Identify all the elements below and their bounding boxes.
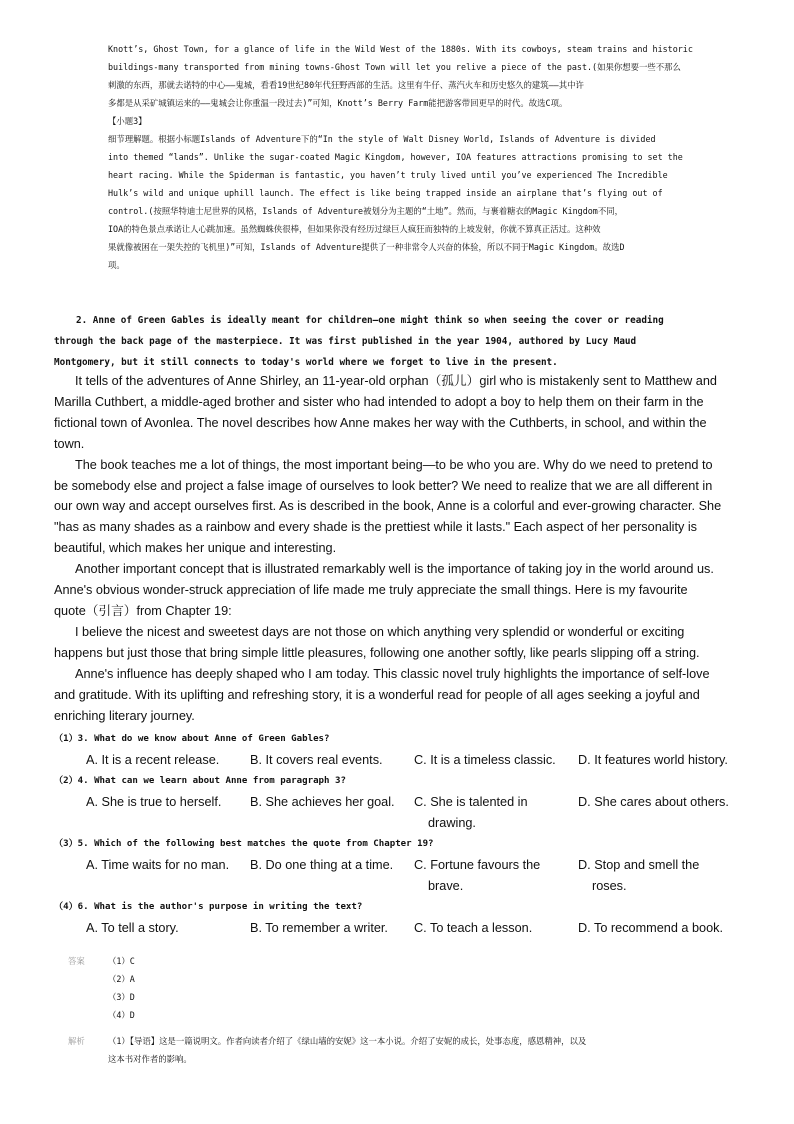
answer-item: （1）C [108, 956, 135, 966]
article-line: enriching literary journey. [54, 708, 195, 723]
option-d: D. It features world history. [578, 753, 728, 767]
option-row [54, 855, 754, 897]
explanation-line: control.(按照华特迪士尼世界的风格，Islands of Adventure被划分为主题的“土地”。然而，与裹着糖衣的Magic Kingdom不同， [108, 206, 623, 216]
question-stem: （2）4. What can we learn about Anne from paragraph 3? [54, 776, 346, 786]
article-line: Anne's influence has deeply shaped who I am today. This classic novel truly highlights the importance of self-love [75, 666, 710, 681]
answer-label: 答案 [68, 956, 85, 966]
option-b: B. Do one thing at a time. [250, 858, 394, 872]
analysis-line: 这本书对作者的影响。 [108, 1054, 192, 1064]
article-body [54, 371, 754, 726]
answer-values [108, 952, 135, 1024]
article-line: Another important concept that is illustrated remarkably well is the importance of taking joy in the world around us. [75, 562, 714, 577]
explanation-line: into themed “lands”. Unlike the sugar-coated Magic Kingdom, however, IOA features attractions promising to set the [108, 152, 683, 162]
option-c-line: brave. [428, 879, 464, 893]
explanation-line: Knott’s, Ghost Town, for a glance of life in the Wild West of the 1880s. With its cowboys, steam trains and historic [108, 44, 693, 54]
option-a: A. Time waits for no man. [86, 858, 230, 872]
option-d: D. She cares about others. [578, 795, 729, 809]
quote-line: I believe the nicest and sweetest days are not those on which anything very splendid or wonderful or exciting [75, 624, 685, 639]
article-line: beautiful, which makes her unique and interesting. [54, 541, 337, 556]
question-stem: （3）5. Which of the following best matches the quote from Chapter 19? [54, 839, 434, 849]
option-c-line: drawing. [428, 816, 476, 830]
explanation-line: 多都是从采矿城镇运来的——鬼城会让你重温一段过去)”可知，Knott’s Berry Farm能把游客带回更早的时代。故选C项。 [108, 98, 568, 108]
article-line: "has as many shades as a rainbow and every shade is the prettiest while it lasts." Each aspect of her personality is [54, 520, 698, 535]
option-c: C. It is a timeless classic. [414, 753, 556, 767]
subquestion-heading: 【小题3】 [108, 116, 147, 126]
option-d-line: D. Stop and smell the [578, 858, 700, 872]
article-line: Anne's obvious wonder-struck appreciation of life made me truly appreciate the small things. Here is my favourite [54, 583, 688, 598]
explanation-line: Hulk’s wild and unique uphill launch. The effect is like being trapped inside an airplane that’s flying out of [108, 188, 663, 198]
quote-line: happens but just those that bring simple little pleasures, following one another softly, like pearls slipping off a string. [54, 645, 700, 660]
option-c-line: C. Fortune favours the [414, 858, 541, 872]
question-list [54, 729, 754, 939]
option-row [54, 918, 754, 939]
article-line: The book teaches me a lot of things, the most important being—to be who you are. Why do we need to pretend to [75, 457, 713, 472]
explanation-line: IOA的特色景点承诺让人心跳加速。虽然蜘蛛侠很棒，但如果你没有经历过绿巨人疯狂而独特的上坡发射，你就不算真正活过。这种效 [108, 224, 601, 234]
option-d-line: roses. [592, 879, 627, 893]
analysis-label: 解析 [68, 1036, 85, 1046]
intro-line: 2. Anne of Green Gables is ideally meant for children—one might think so when seeing the cover or reading [76, 315, 664, 326]
intro-line: through the back page of the masterpiece. It was first published in the year 1904, authored by Lucy Maud [54, 336, 637, 347]
option-row [54, 792, 754, 834]
explanation-line: 项。 [108, 260, 125, 270]
option-d: D. To recommend a book. [578, 921, 724, 935]
answer-item: （2）A [108, 974, 135, 984]
explanation-line: 刺激的东西，那就去诺特的中心——鬼城，看看19世纪80年代狂野西部的生活。这里有牛仔、蒸汽火车和历史悠久的建筑——其中许 [108, 80, 584, 90]
option-d [578, 855, 699, 897]
option-a: A. It is a recent release. [86, 753, 220, 767]
explanation-line: 细节理解题。根据小标题Islands of Adventure下的“In the style of Walt Disney World, Islands of Adventure is divided [108, 134, 656, 144]
answer-item: （3）D [108, 992, 135, 1002]
analysis-line: （1）【导语】这是一篇说明文。作者向读者介绍了《绿山墙的安妮》这一本小说。介绍了安妮的成长，处事态度，感恩精神，以及 [108, 1036, 587, 1046]
option-c [414, 855, 540, 897]
answer-item: （4）D [108, 1010, 135, 1020]
article-line: It tells of the adventures of Anne Shirley, an 11-year-old orphan（孤儿）girl who is mistakenly sent to Matthew and [75, 374, 717, 388]
explanation-block [108, 40, 728, 274]
option-c: C. To teach a lesson. [414, 921, 533, 935]
option-row [54, 750, 754, 771]
explanation-line: heart racing. While the Spiderman is fantastic, you haven’t truly lived until you’ve experienced The Incredible [108, 170, 668, 180]
article-line: and gratitude. With its uplifting and refreshing story, it is a wonderful read for people of all ages seeking a joyful and [54, 687, 700, 702]
option-b: B. She achieves her goal. [250, 795, 395, 809]
analysis-body [108, 1032, 748, 1068]
article-line: our own way and accept ourselves first. As is described in the book, Anne is a colorful and ever-growing character. She [54, 499, 722, 514]
passage-intro [54, 310, 754, 373]
article-line: quote（引言）from Chapter 19: [54, 603, 232, 618]
option-c [414, 792, 528, 834]
option-b: B. It covers real events. [250, 753, 383, 767]
article-line: fictional town of Avonlea. The novel describes how Anne makes her way with the Cuthberts, in school, and within the [54, 415, 707, 430]
option-b: B. To remember a writer. [250, 921, 388, 935]
explanation-line: 果就像被困在一架失控的飞机里)”可知，Islands of Adventure提供了一种非常令人兴奋的体验，所以不同于Magic Kingdom。故选D [108, 242, 625, 252]
option-a: A. To tell a story. [86, 921, 179, 935]
question-stem: （1）3. What do we know about Anne of Green Gables? [54, 734, 330, 744]
option-a: A. She is true to herself. [86, 795, 222, 809]
article-line: town. [54, 436, 85, 451]
article-line: be somebody else and project a false image of ourselves to look better? We need to realize that we are all different in [54, 478, 713, 493]
article-line: Marilla Cuthbert, a middle-aged brother and sister who had intended to adopt a boy to help them on their farm in the [54, 394, 704, 409]
intro-line: Montgomery, but it still connects to today's world where we forget to live in the present. [54, 357, 558, 368]
question-stem: （4）6. What is the author's purpose in writing the text? [54, 902, 363, 912]
explanation-line: buildings-many transported from mining towns-Ghost Town will let you relive a piece of the past.(如果你想要一些不那么 [108, 62, 681, 72]
option-c-line: C. She is talented in [414, 795, 528, 809]
